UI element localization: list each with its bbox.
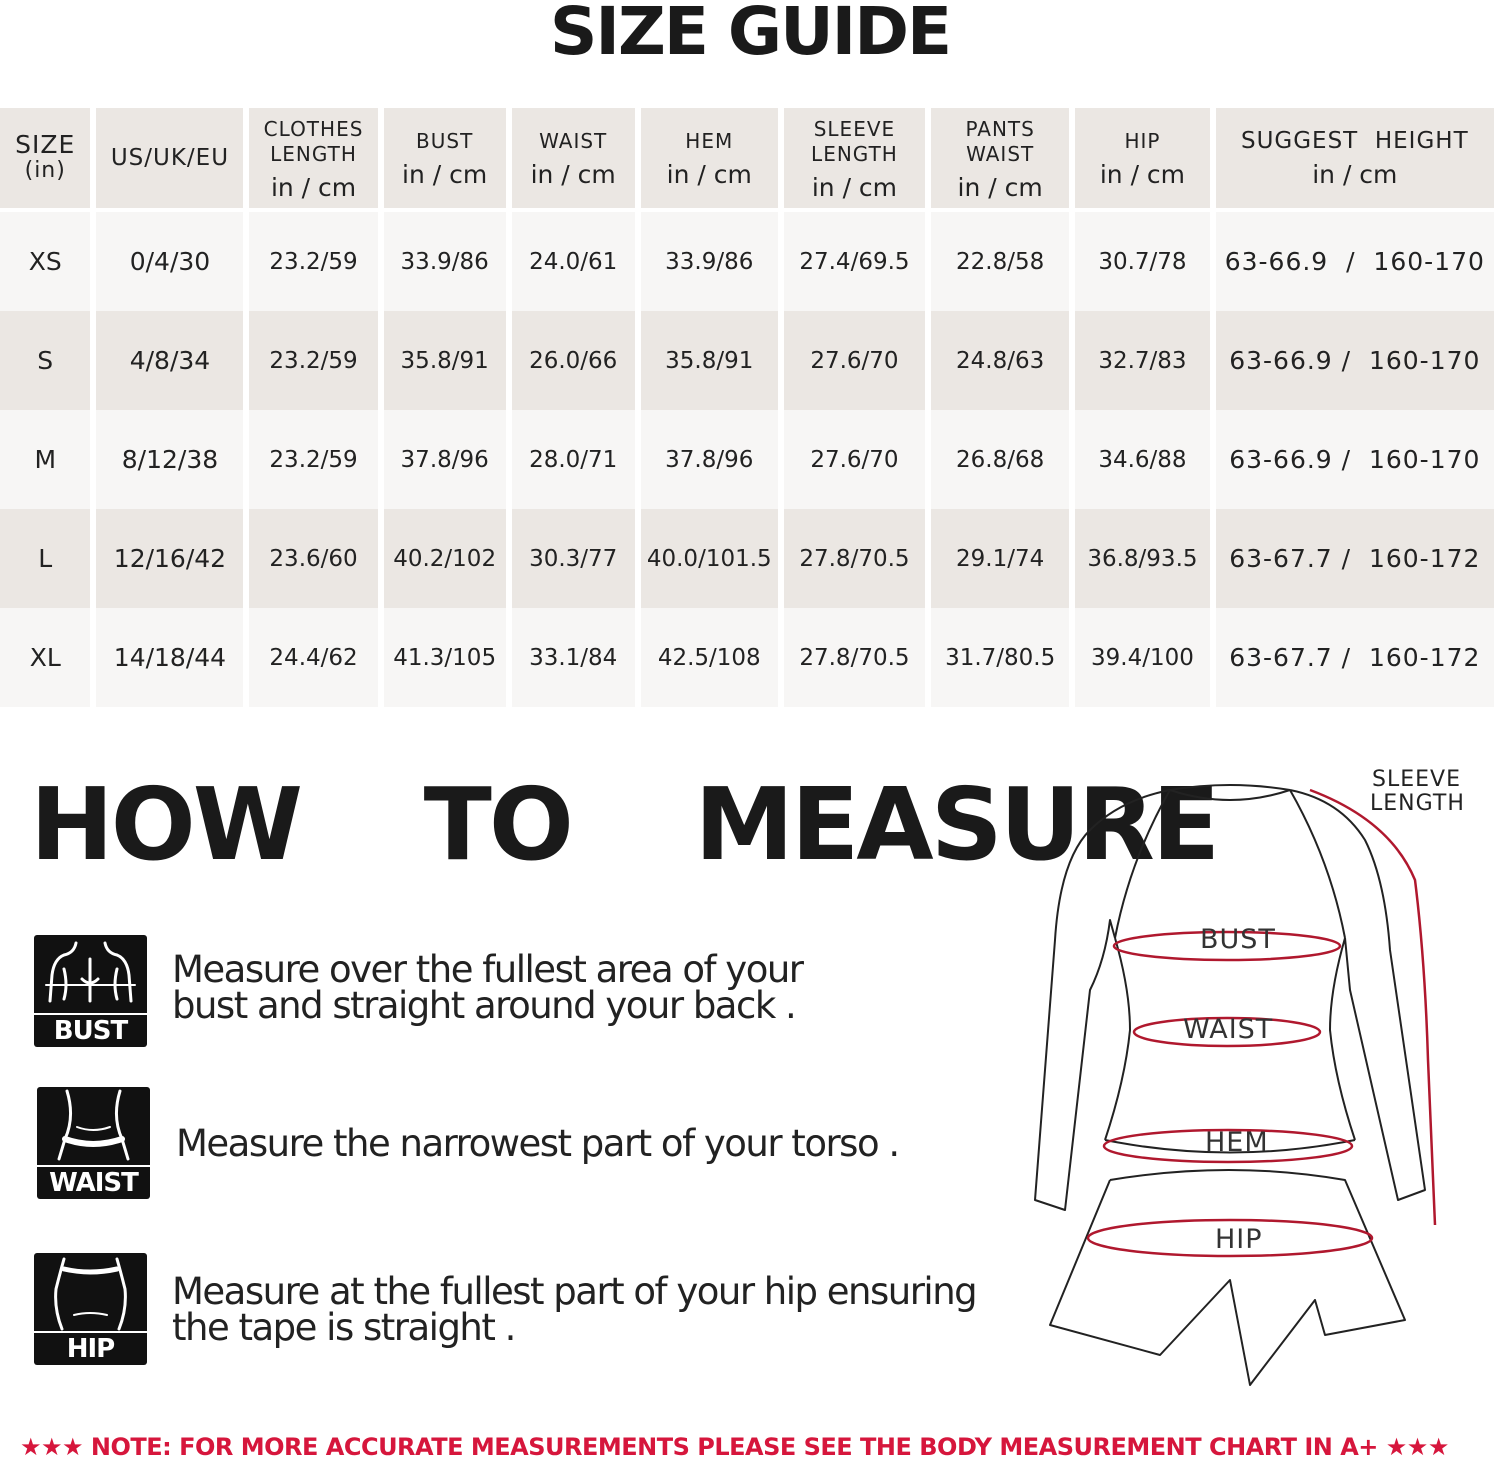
table-cell: 36.8/93.5 (1075, 509, 1209, 608)
hip-instruction: Measure at the fullest part of your hip ensuring the tape is straight . (172, 1270, 977, 1349)
star-icon: ★★★ (20, 1433, 84, 1461)
table-cell: 0/4/30 (96, 212, 243, 311)
header-size: SIZE (in) (0, 108, 90, 212)
note-text: NOTE: FOR MORE ACCURATE MEASUREMENTS PLEASE SEE THE BODY MEASUREMENT CHART IN A+ (90, 1433, 1378, 1461)
table-cell: 23.6/60 (249, 509, 377, 608)
header-suggest-height: SUGGEST HEIGHT in / cm (1216, 108, 1494, 212)
table-cell: 31.7/80.5 (931, 608, 1069, 707)
table-cell: 34.6/88 (1075, 410, 1209, 509)
diagram-waist-label: WAIST (1183, 1014, 1274, 1045)
header-hip: HIP in / cm (1075, 108, 1209, 212)
table-cell: 27.8/70.5 (784, 608, 925, 707)
table-cell: 33.9/86 (641, 212, 778, 311)
header-hem: HEM in / cm (641, 108, 778, 212)
table-cell: 27.6/70 (784, 311, 925, 410)
table-cell: 41.3/105 (384, 608, 506, 707)
table-cell: 23.2/59 (249, 311, 377, 410)
table-cell: 42.5/108 (641, 608, 778, 707)
table-row (0, 608, 1494, 707)
size-table (0, 108, 1500, 707)
star-icon: ★★★ (1385, 1433, 1449, 1461)
table-cell: 63-66.9 / 160-170 (1216, 410, 1494, 509)
table-cell: S (0, 311, 90, 410)
header-waist: WAIST in / cm (512, 108, 635, 212)
table-cell: M (0, 410, 90, 509)
table-cell: 24.0/61 (512, 212, 635, 311)
diagram-bust-label: BUST (1200, 924, 1276, 955)
garment-outline (1030, 760, 1500, 1390)
table-cell: 27.4/69.5 (784, 212, 925, 311)
table-row (0, 311, 1494, 410)
table-cell: 40.0/101.5 (641, 509, 778, 608)
table-cell: 37.8/96 (641, 410, 778, 509)
bust-icon-label: BUST (34, 1013, 147, 1047)
table-cell: 63-67.7 / 160-172 (1216, 509, 1494, 608)
table-cell: 27.8/70.5 (784, 509, 925, 608)
table-cell: XS (0, 212, 90, 311)
hip-icon-label: HIP (34, 1331, 147, 1365)
table-cell: L (0, 509, 90, 608)
diagram-sleeve-label-2: LENGTH (1370, 791, 1465, 816)
table-header-row (0, 108, 1494, 212)
table-cell: 14/18/44 (96, 608, 243, 707)
table-cell: 39.4/100 (1075, 608, 1209, 707)
table-cell: 37.8/96 (384, 410, 506, 509)
table-cell: 8/12/38 (96, 410, 243, 509)
header-pants-waist: PANTS WAIST in / cm (931, 108, 1069, 212)
table-cell: 28.0/71 (512, 410, 635, 509)
header-sleeve-length: SLEEVE LENGTH in / cm (784, 108, 925, 212)
waist-instruction: Measure the narrowest part of your torso . (176, 1122, 899, 1165)
table-cell: 22.8/58 (931, 212, 1069, 311)
table-cell: 4/8/34 (96, 311, 243, 410)
table-cell: 26.8/68 (931, 410, 1069, 509)
bottom-note (20, 1433, 1490, 1461)
diagram-hip-label: HIP (1215, 1224, 1263, 1255)
table-cell: 63-67.7 / 160-172 (1216, 608, 1494, 707)
bust-instruction: Measure over the fullest area of your bust and straight around your back . (172, 948, 803, 1027)
diagram-sleeve-label-1: SLEEVE (1372, 767, 1461, 792)
table-cell: 26.0/66 (512, 311, 635, 410)
header-bust: BUST in / cm (384, 108, 506, 212)
table-cell: 63-66.9 / 160-170 (1216, 212, 1494, 311)
table-cell: 33.1/84 (512, 608, 635, 707)
page-title: SIZE GUIDE (549, 0, 951, 70)
table-cell: 23.2/59 (249, 410, 377, 509)
table-cell: 35.8/91 (384, 311, 506, 410)
table-cell: 30.3/77 (512, 509, 635, 608)
table-cell: 27.6/70 (784, 410, 925, 509)
table-cell: 24.8/63 (931, 311, 1069, 410)
header-region: US/UK/EU (96, 108, 243, 212)
table-cell: 29.1/74 (931, 509, 1069, 608)
table-cell: 24.4/62 (249, 608, 377, 707)
table-row (0, 509, 1494, 608)
table-cell: XL (0, 608, 90, 707)
table-cell: 23.2/59 (249, 212, 377, 311)
table-cell: 30.7/78 (1075, 212, 1209, 311)
table-row (0, 212, 1494, 311)
how-to-measure-title: HOW TO MEASURE (30, 766, 1218, 883)
waist-icon-label: WAIST (37, 1165, 150, 1199)
table-cell: 63-66.9 / 160-170 (1216, 311, 1494, 410)
table-cell: 32.7/83 (1075, 311, 1209, 410)
hip-icon (34, 1253, 147, 1365)
waist-icon (37, 1087, 150, 1199)
header-clothes-length: CLOTHES LENGTH in / cm (249, 108, 377, 212)
garment-diagram (1030, 760, 1500, 1390)
table-cell: 35.8/91 (641, 311, 778, 410)
table-cell: 12/16/42 (96, 509, 243, 608)
table-cell: 40.2/102 (384, 509, 506, 608)
table-row (0, 410, 1494, 509)
bust-icon (34, 935, 147, 1047)
diagram-hem-label: HEM (1205, 1127, 1269, 1158)
table-cell: 33.9/86 (384, 212, 506, 311)
